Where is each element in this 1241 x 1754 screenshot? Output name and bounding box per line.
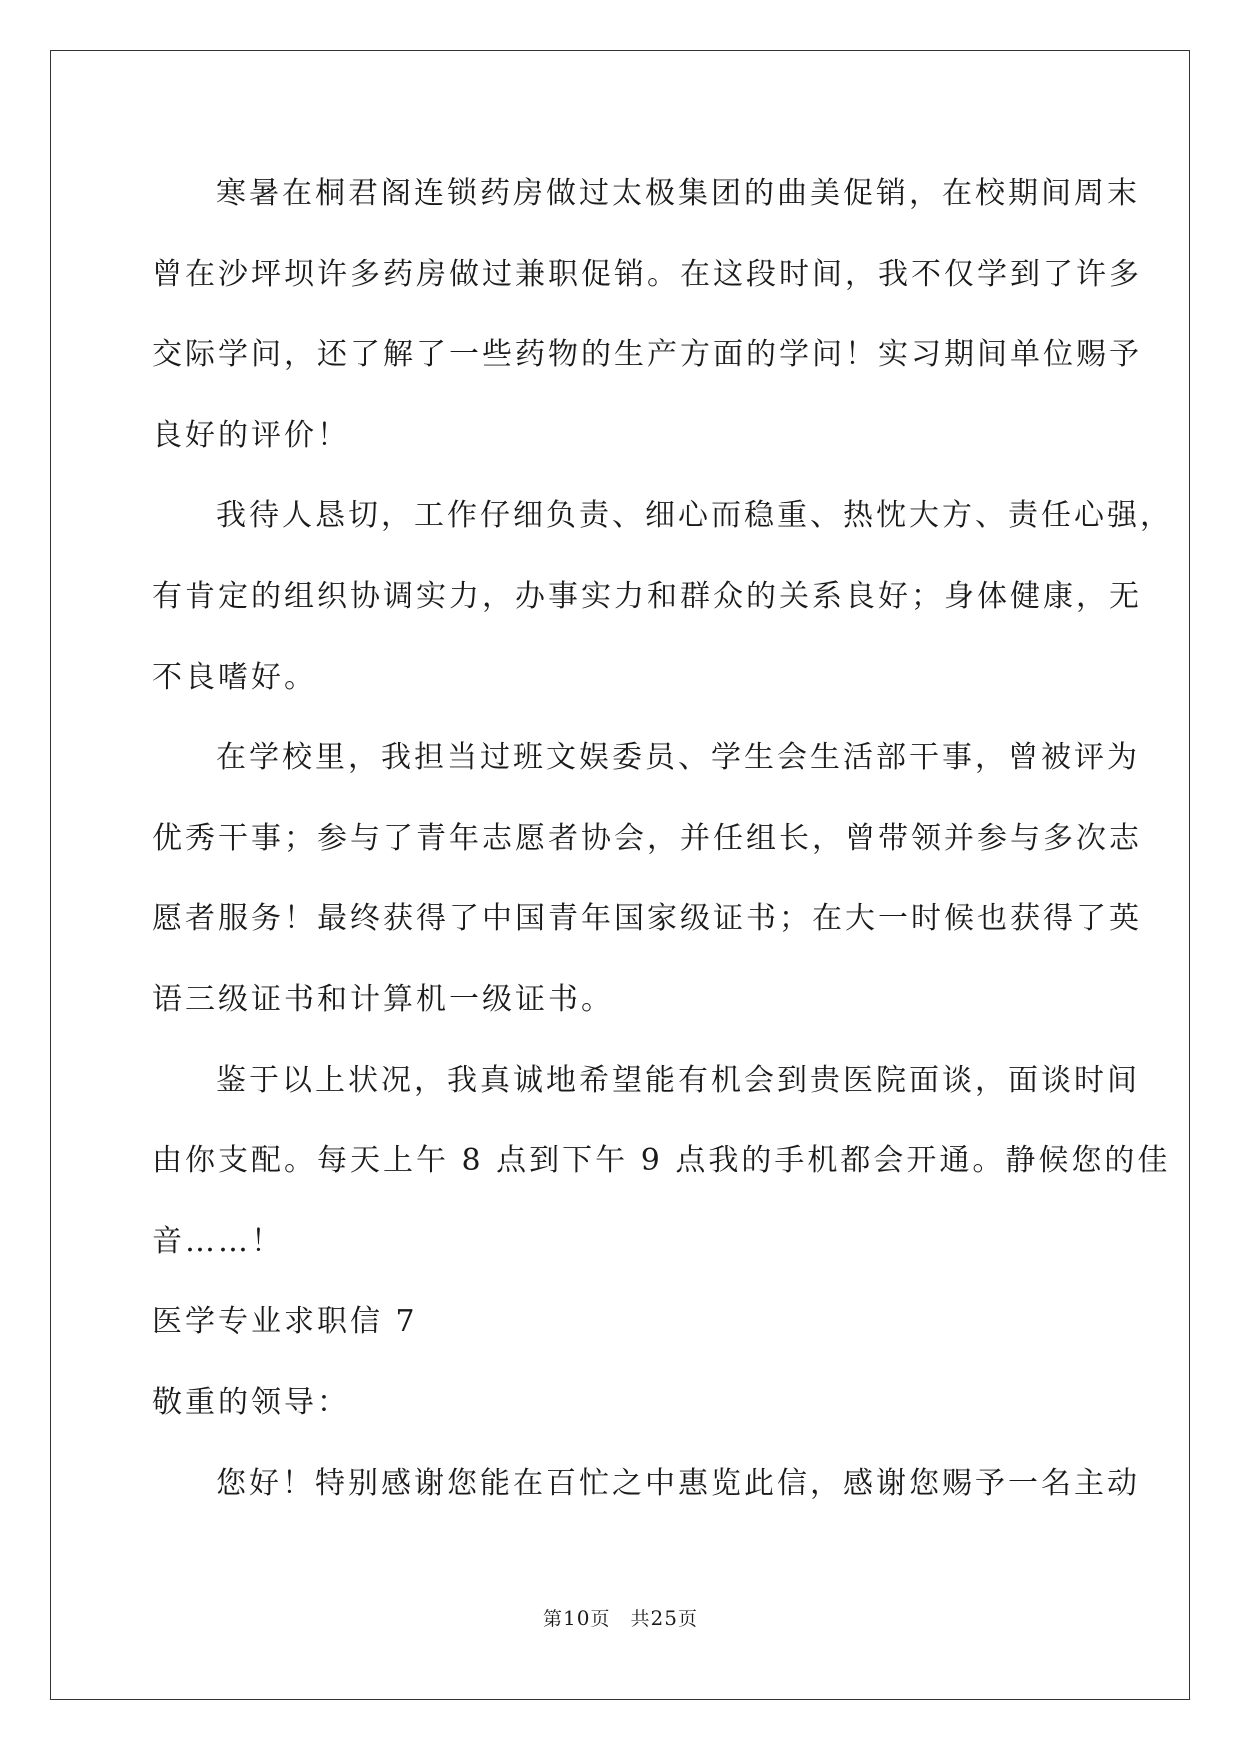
paragraph-line: 由你支配。每天上午 8 点到下午 9 点我的手机都会开通。静候您的佳 bbox=[152, 1143, 1171, 1179]
paragraph-line: 有肯定的组织协调实力，办事实力和群众的关系良好；身体健康，无 bbox=[152, 578, 1142, 614]
paragraph-line: 优秀干事；参与了青年志愿者协会，并任组长，曾带领并参与多次志 bbox=[152, 820, 1142, 856]
paragraph-line: 在学校里，我担当过班文娱委员、学生会生活部干事，曾被评为 bbox=[216, 740, 1140, 776]
paragraph-line: 不良嗜好。 bbox=[152, 659, 317, 695]
salutation: 敬重的领导： bbox=[152, 1384, 350, 1420]
paragraph-line: 交际学问，还了解了一些药物的生产方面的学问！实习期间单位赐予 bbox=[152, 337, 1142, 373]
paragraph-line: 良好的评价！ bbox=[152, 417, 350, 453]
page-number: 10 bbox=[563, 1606, 591, 1630]
paragraph-line: 音……！ bbox=[152, 1223, 284, 1259]
paragraph-line: 愿者服务！最终获得了中国青年国家级证书；在大一时候也获得了英 bbox=[152, 901, 1142, 937]
paragraph-line: 我待人恳切，工作仔细负责、细心而稳重、热忱大方、责任心强， bbox=[216, 498, 1173, 534]
paragraph-line: 您好！特别感谢您能在百忙之中惠览此信，感谢您赐予一名主动 bbox=[216, 1465, 1140, 1501]
section-heading: 医学专业求职信 7 bbox=[152, 1304, 418, 1340]
footer-suffix: 页 bbox=[677, 1608, 698, 1630]
total-pages: 25 bbox=[650, 1606, 678, 1630]
page-footer bbox=[0, 1604, 1241, 1631]
paragraph-line: 曾在沙坪坝许多药房做过兼职促销。在这段时间，我不仅学到了许多 bbox=[152, 256, 1142, 292]
footer-middle: 页 共 bbox=[590, 1608, 651, 1630]
document-body bbox=[152, 166, 1173, 1536]
paragraph-line: 寒暑在桐君阁连锁药房做过太极集团的曲美促销，在校期间周末 bbox=[216, 176, 1140, 211]
footer-prefix: 第 bbox=[543, 1608, 564, 1630]
paragraph-line: 鉴于以上状况，我真诚地希望能有机会到贵医院面谈，面谈时间 bbox=[216, 1062, 1140, 1098]
paragraph-line: 语三级证书和计算机一级证书。 bbox=[152, 981, 614, 1017]
